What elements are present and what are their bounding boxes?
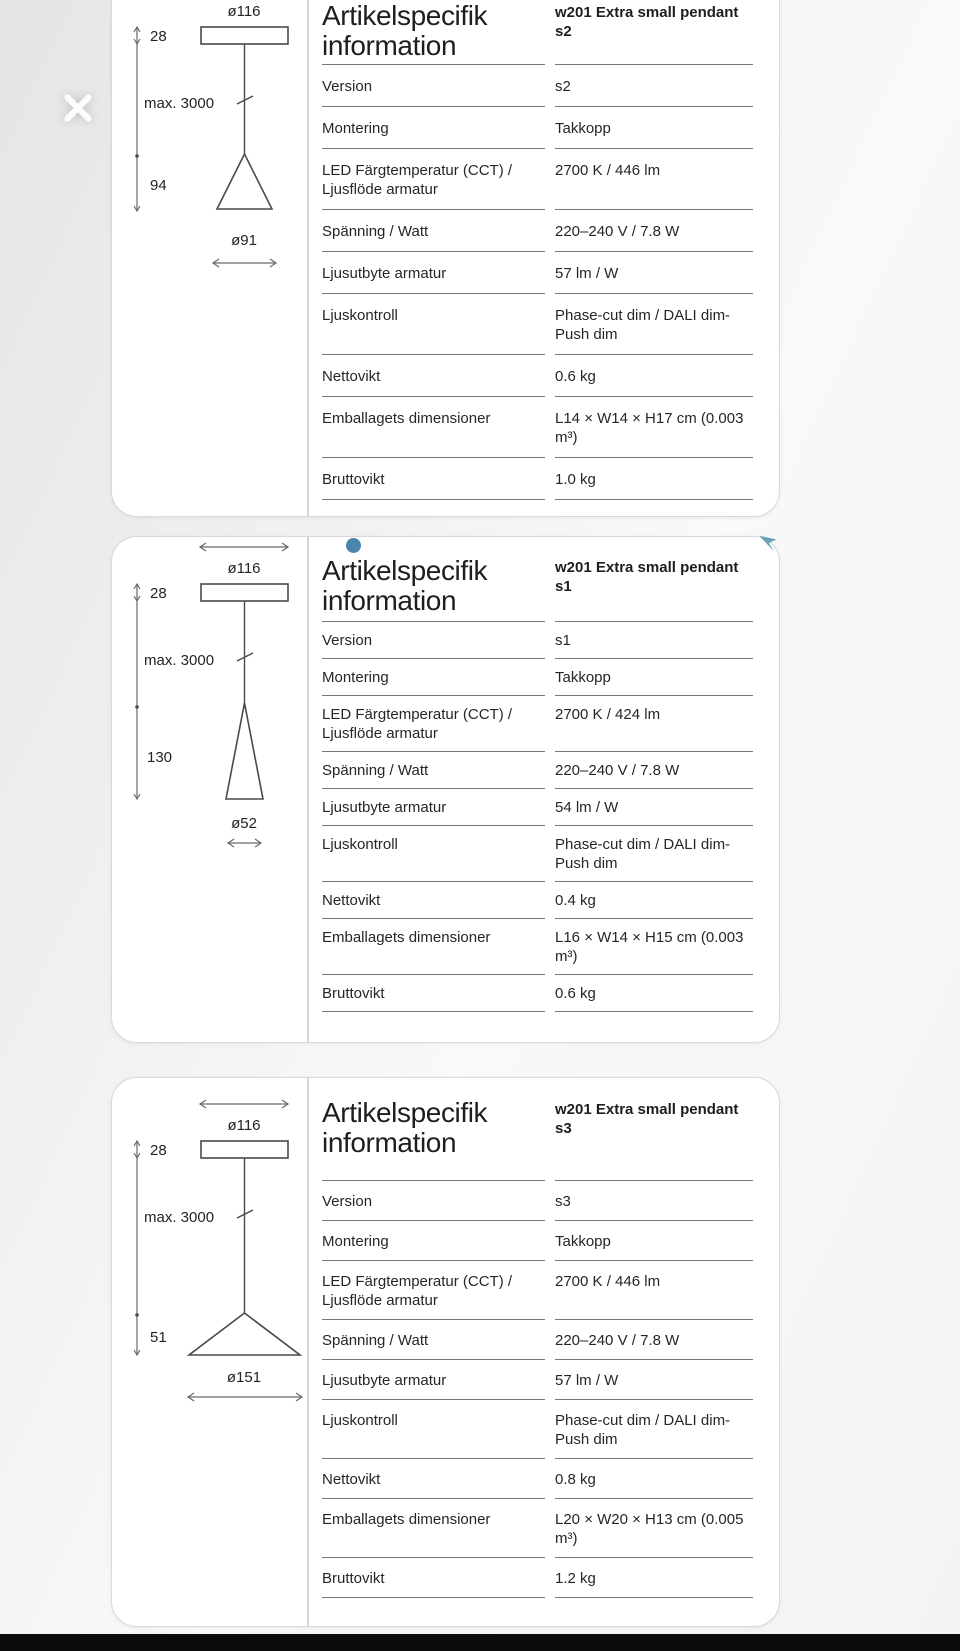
spec-row-label: LED Färgtemperatur (CCT) / Ljusflöde armatur xyxy=(322,696,545,752)
spec-row-label: Spänning / Watt xyxy=(322,210,545,252)
spec-row-value: Phase-cut dim / DALI dim-Push dim xyxy=(555,1400,753,1459)
dim-cable-length: max. 3000 xyxy=(144,95,215,112)
lamp-shade xyxy=(189,1313,300,1355)
dim-cable-length: max. 3000 xyxy=(144,1209,215,1226)
table-row xyxy=(322,882,753,919)
spec-row-label: Ljusutbyte armatur xyxy=(322,789,545,826)
table-title-line2: information xyxy=(322,585,457,616)
table-row xyxy=(322,1181,753,1221)
spec-row-label: Version xyxy=(322,1181,545,1221)
dim-body-height: 51 xyxy=(150,1329,167,1346)
lamp-cap xyxy=(201,27,288,44)
spec-card-s2 xyxy=(111,0,780,517)
spec-row-value: 220–240 V / 7.8 W xyxy=(555,1320,753,1360)
dim-cable-length: max. 3000 xyxy=(144,652,215,669)
lamp-shade xyxy=(226,703,263,799)
table-row xyxy=(322,1459,753,1499)
spec-row-label: Montering xyxy=(322,107,545,149)
bottom-bar xyxy=(0,1634,960,1651)
spec-table xyxy=(322,1180,753,1598)
product-name: w201 Extra small pendant s3 xyxy=(555,1101,739,1137)
spec-row-value: Takkopp xyxy=(555,659,753,696)
dim-cap-height: 28 xyxy=(150,28,167,45)
spec-row-value: 1.2 kg xyxy=(555,1558,753,1598)
table-row xyxy=(322,294,753,355)
table-row xyxy=(322,752,753,789)
spec-card-s1 xyxy=(111,536,780,1043)
spec-row-value: Phase-cut dim / DALI dim-Push dim xyxy=(555,294,753,355)
spec-row-label: Ljusutbyte armatur xyxy=(322,252,545,294)
spec-row-label: Spänning / Watt xyxy=(322,1320,545,1360)
card-divider xyxy=(307,1078,309,1626)
table-title-line2: information xyxy=(322,30,457,61)
table-title xyxy=(322,1,562,61)
dim-cap-height: 28 xyxy=(150,585,167,602)
spec-card-s3 xyxy=(111,1077,780,1627)
table-row xyxy=(322,397,753,458)
spec-row-label: Montering xyxy=(322,659,545,696)
dim-top-diameter: ø116 xyxy=(227,3,261,20)
table-row xyxy=(322,696,753,752)
spec-row-label: Montering xyxy=(322,1221,545,1261)
spec-row-label: Bruttovikt xyxy=(322,1558,545,1598)
spec-row-label: Emballagets dimensioner xyxy=(322,1499,545,1558)
table-row xyxy=(322,659,753,696)
table-row xyxy=(322,1261,753,1320)
card-divider xyxy=(307,537,309,1042)
spec-table xyxy=(322,621,753,1012)
spec-row-label: Bruttovikt xyxy=(322,975,545,1012)
table-row xyxy=(322,107,753,149)
spec-row-value: 0.8 kg xyxy=(555,1459,753,1499)
spec-row-label: Ljuskontroll xyxy=(322,826,545,882)
table-row xyxy=(322,65,753,107)
spec-row-value: 57 lm / W xyxy=(555,252,753,294)
spec-row-label: Ljusutbyte armatur xyxy=(322,1360,545,1400)
table-row xyxy=(322,355,753,397)
table-title xyxy=(322,1098,562,1158)
spec-row-value: s3 xyxy=(555,1181,753,1221)
spec-row-label: Ljuskontroll xyxy=(322,1400,545,1459)
pendant-drawing-s1 xyxy=(114,537,309,849)
table-row xyxy=(322,252,753,294)
table-title-line2: information xyxy=(322,1127,457,1158)
spec-row-value: 2700 K / 424 lm xyxy=(555,696,753,752)
spec-row-label: Version xyxy=(322,65,545,107)
table-row xyxy=(322,1400,753,1459)
dim-cap-height: 28 xyxy=(150,1142,167,1159)
spec-row-value: 220–240 V / 7.8 W xyxy=(555,752,753,789)
spec-row-value: s1 xyxy=(555,622,753,659)
status-dot-icon xyxy=(346,538,361,553)
spec-row-value: L20 × W20 × H13 cm (0.005 m³) xyxy=(555,1499,753,1558)
spec-row-value: 220–240 V / 7.8 W xyxy=(555,210,753,252)
table-title-line1: Artikelspecifik xyxy=(322,555,488,586)
spec-row-value: 2700 K / 446 lm xyxy=(555,1261,753,1320)
spec-row-value: 0.6 kg xyxy=(555,975,753,1012)
table-row xyxy=(322,1558,753,1598)
spec-row-label: LED Färgtemperatur (CCT) / Ljusflöde armatur xyxy=(322,149,545,210)
table-row xyxy=(322,826,753,882)
spec-row-value: 2700 K / 446 lm xyxy=(555,149,753,210)
table-row xyxy=(322,1360,753,1400)
spec-row-label: Ljuskontroll xyxy=(322,294,545,355)
dim-top-diameter: ø116 xyxy=(227,560,261,577)
spec-row-value: L14 × W14 × H17 cm (0.003 m³) xyxy=(555,397,753,458)
table-title-line1: Artikelspecifik xyxy=(322,1097,488,1128)
spec-row-label: Emballagets dimensioner xyxy=(322,919,545,975)
table-row xyxy=(322,1499,753,1558)
spec-row-label: LED Färgtemperatur (CCT) / Ljusflöde armatur xyxy=(322,1261,545,1320)
dim-bottom-diameter: ø91 xyxy=(231,232,257,249)
table-row xyxy=(322,210,753,252)
table-row xyxy=(322,1320,753,1360)
table-title-line1: Artikelspecifik xyxy=(322,0,488,31)
card-divider xyxy=(307,0,309,516)
spec-row-label: Version xyxy=(322,622,545,659)
spec-row-value: Phase-cut dim / DALI dim-Push dim xyxy=(555,826,753,882)
spec-row-value: Takkopp xyxy=(555,107,753,149)
spec-row-value: L16 × W14 × H15 cm (0.003 m³) xyxy=(555,919,753,975)
spec-row-label: Spänning / Watt xyxy=(322,752,545,789)
pendant-drawing-s2 xyxy=(114,0,309,292)
spec-row-label: Emballagets dimensioner xyxy=(322,397,545,458)
spec-row-value: 0.4 kg xyxy=(555,882,753,919)
spec-row-value: 54 lm / W xyxy=(555,789,753,826)
table-title xyxy=(322,556,562,616)
spec-row-value: 1.0 kg xyxy=(555,458,753,500)
spec-row-label: Nettovikt xyxy=(322,355,545,397)
spec-row-value: Takkopp xyxy=(555,1221,753,1261)
spec-table xyxy=(322,64,753,500)
dim-body-height: 130 xyxy=(147,749,173,766)
mouse-cursor-icon xyxy=(758,532,780,554)
table-row xyxy=(322,919,753,975)
spec-row-value: 0.6 kg xyxy=(555,355,753,397)
product-name: w201 Extra small pendant s2 xyxy=(555,4,739,40)
table-row xyxy=(322,1221,753,1261)
spec-row-label: Bruttovikt xyxy=(322,458,545,500)
table-row xyxy=(322,149,753,210)
table-row xyxy=(322,622,753,659)
spec-row-label: Nettovikt xyxy=(322,882,545,919)
lamp-cap xyxy=(201,1141,288,1158)
lamp-cap xyxy=(201,584,288,601)
pendant-drawing-s3 xyxy=(114,1094,309,1406)
table-row xyxy=(322,458,753,500)
table-row xyxy=(322,975,753,1012)
spec-row-label: Nettovikt xyxy=(322,1459,545,1499)
dim-bottom-diameter: ø151 xyxy=(226,1369,262,1386)
dim-body-height: 94 xyxy=(150,177,167,194)
dim-bottom-diameter: ø52 xyxy=(231,815,257,832)
lamp-shade xyxy=(217,154,272,209)
close-icon[interactable] xyxy=(57,87,99,129)
table-row xyxy=(322,789,753,826)
spec-row-value: 57 lm / W xyxy=(555,1360,753,1400)
product-name: w201 Extra small pendant s1 xyxy=(555,559,739,595)
spec-row-value: s2 xyxy=(555,65,753,107)
dim-top-diameter: ø116 xyxy=(227,1117,261,1134)
